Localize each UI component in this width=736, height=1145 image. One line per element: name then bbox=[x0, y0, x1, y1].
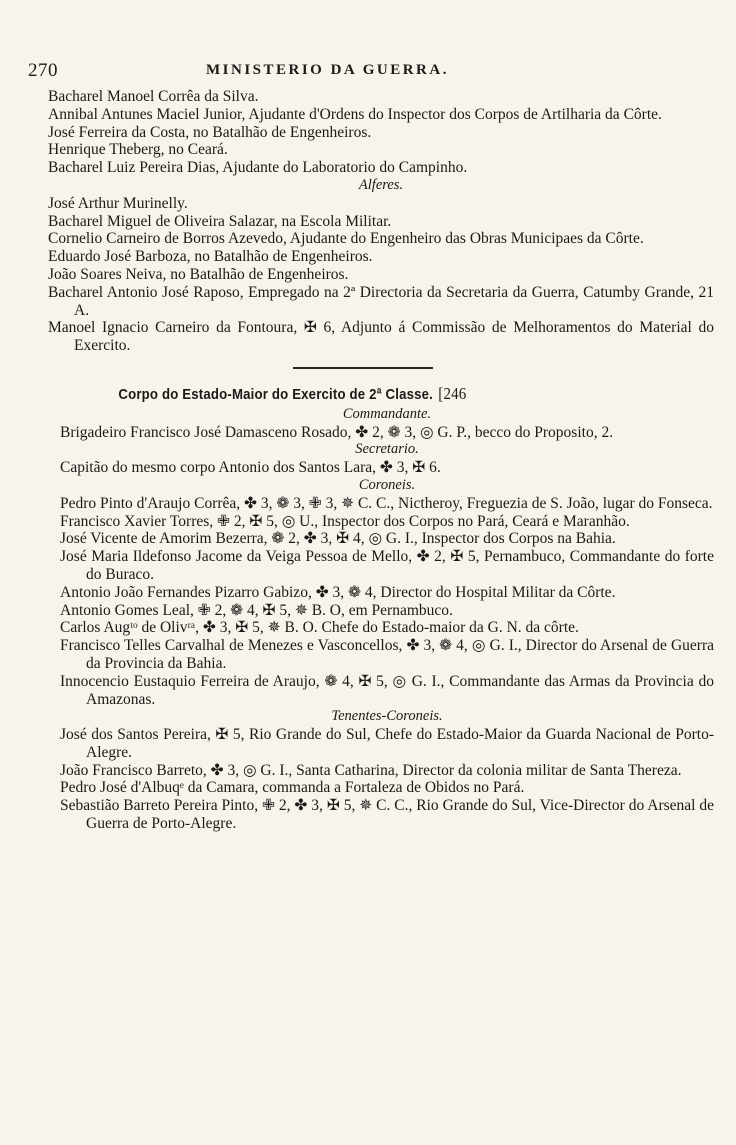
section-title bbox=[48, 385, 634, 404]
subheading-coroneis: Coroneis. bbox=[358, 476, 416, 493]
list-item: João Francisco Barreto, ✤ 3, ◎ G. I., Santa Catharina, Director da colonia militar de Santa Thereza. bbox=[60, 761, 682, 779]
list-item: José Arthur Murinelly. bbox=[48, 194, 188, 212]
list-item: Bacharel Luiz Pereira Dias, Ajudante do Laboratorio do Campinho. bbox=[48, 159, 468, 177]
list-item: Francisco Telles Carvalhal de Menezes e Vasconcellos, ✤ 3, ❁ 4, ◎ G. I., Director do Arsenal de Guerra da Provincia da Bahia. bbox=[60, 637, 714, 672]
page-header bbox=[28, 60, 708, 86]
list-item: Pedro José d'Albuqᵉ da Camara, commanda a Fortaleza de Obidos no Pará. bbox=[60, 779, 525, 797]
list-item: Antonio João Fernandes Pizarro Gabizo, ✤ 3, ❁ 4, Director do Hospital Militar da Côrte. bbox=[60, 583, 616, 601]
page-number: 270 bbox=[28, 60, 58, 81]
list-item: Innocencio Eustaquio Ferreira de Araujo, ❁ 4, ✠ 5, ◎ G. I., Commandante das Armas da Provincia do Amazonas. bbox=[60, 672, 714, 708]
subheading-secretario: Secretario. bbox=[355, 441, 419, 458]
list-item: Francisco Xavier Torres, ✙ 2, ✠ 5, ◎ U., Inspector dos Corpos no Pará, Ceará e Maranhão. bbox=[60, 512, 630, 530]
list-item: João Soares Neiva, no Batalhão de Engenheiros. bbox=[48, 265, 349, 283]
list-item: Pedro Pinto d'Araujo Corrêa, ✤ 3, ❁ 3, ✙ 3, ✵ C. C., Nictheroy, Freguezia de S. João, lugar do Fonseca. bbox=[60, 494, 713, 512]
list-item: Sebastião Barreto Pereira Pinto, ✙ 2, ✤ 3, ✠ 5, ✵ C. C., Rio Grande do Sul, Vice-Director do Arsenal de Guerra de Porto-Alegre. bbox=[60, 797, 714, 833]
section-divider bbox=[293, 367, 433, 369]
list-item: José Vicente de Amorim Bezerra, ❁ 2, ✤ 3, ✠ 4, ◎ G. I., Inspector dos Corpos na Bahia. bbox=[60, 530, 616, 548]
list-item: Bacharel Miguel de Oliveira Salazar, na Escola Militar. bbox=[48, 212, 392, 230]
list-item: Cornelio Carneiro de Borros Azevedo, Ajudante do Engenheiro das Obras Municipaes da Côrte. bbox=[48, 230, 644, 248]
running-title: MINISTERIO DA GUERRA. bbox=[206, 62, 449, 78]
list-item: Capitão do mesmo corpo Antonio dos Santos Lara, ✤ 3, ✠ 6. bbox=[60, 459, 441, 477]
subheading-tenentes-coroneis: Tenentes-Coroneis. bbox=[331, 708, 443, 725]
section-reference: [246 bbox=[438, 383, 467, 403]
page-body bbox=[48, 88, 714, 833]
list-item: Bacharel Manoel Corrêa da Silva. bbox=[48, 88, 259, 105]
list-item: José dos Santos Pereira, ✠ 5, Rio Grande do Sul, Chefe do Estado-Maior da Guarda Nacional de Porto-Alegre. bbox=[60, 726, 714, 761]
list-item: Bacharel Antonio José Raposo, Empregado na 2ª Directoria da Secretaria da Guerra, Catumby Grande, 21 A. bbox=[48, 283, 714, 319]
list-item: José Maria Ildefonso Jacome da Veiga Pessoa de Mello, ✤ 2, ✠ 5, Pernambuco, Commandante do forte do Buraco. bbox=[60, 548, 714, 583]
list-item: Eduardo José Barboza, no Batalhão de Engenheiros. bbox=[48, 248, 373, 266]
section-estado-maior bbox=[60, 406, 714, 833]
list-item: Henrique Theberg, no Ceará. bbox=[48, 141, 228, 159]
list-item: Antonio Gomes Leal, ✙ 2, ❁ 4, ✠ 5, ✵ B. O, em Pernambuco. bbox=[60, 601, 453, 619]
list-item: Carlos Augᵗᵒ de Olivʳᵃ, ✤ 3, ✠ 5, ✵ B. O. Chefe do Estado-maior da G. N. da côrte. bbox=[60, 619, 579, 637]
section-title-text: Corpo do Estado-Maior do Exercito de 2ª Classe. bbox=[118, 385, 434, 403]
section-tenentes-continued bbox=[48, 88, 714, 355]
list-item: José Ferreira da Costa, no Batalhão de Engenheiros. bbox=[48, 123, 372, 141]
subheading-alferes: Alferes. bbox=[358, 176, 404, 193]
list-item: Manoel Ignacio Carneiro da Fontoura, ✠ 6, Adjunto á Commissão de Melhoramentos do Material do Exercito. bbox=[48, 319, 714, 355]
subheading-commandante: Commandante. bbox=[342, 405, 432, 422]
list-item: Brigadeiro Francisco José Damasceno Rosado, ✤ 2, ❁ 3, ◎ G. P., becco do Proposito, 2. bbox=[60, 423, 614, 441]
list-item: Annibal Antunes Maciel Junior, Ajudante d'Ordens do Inspector dos Corpos de Artilharia da Côrte. bbox=[48, 105, 662, 123]
